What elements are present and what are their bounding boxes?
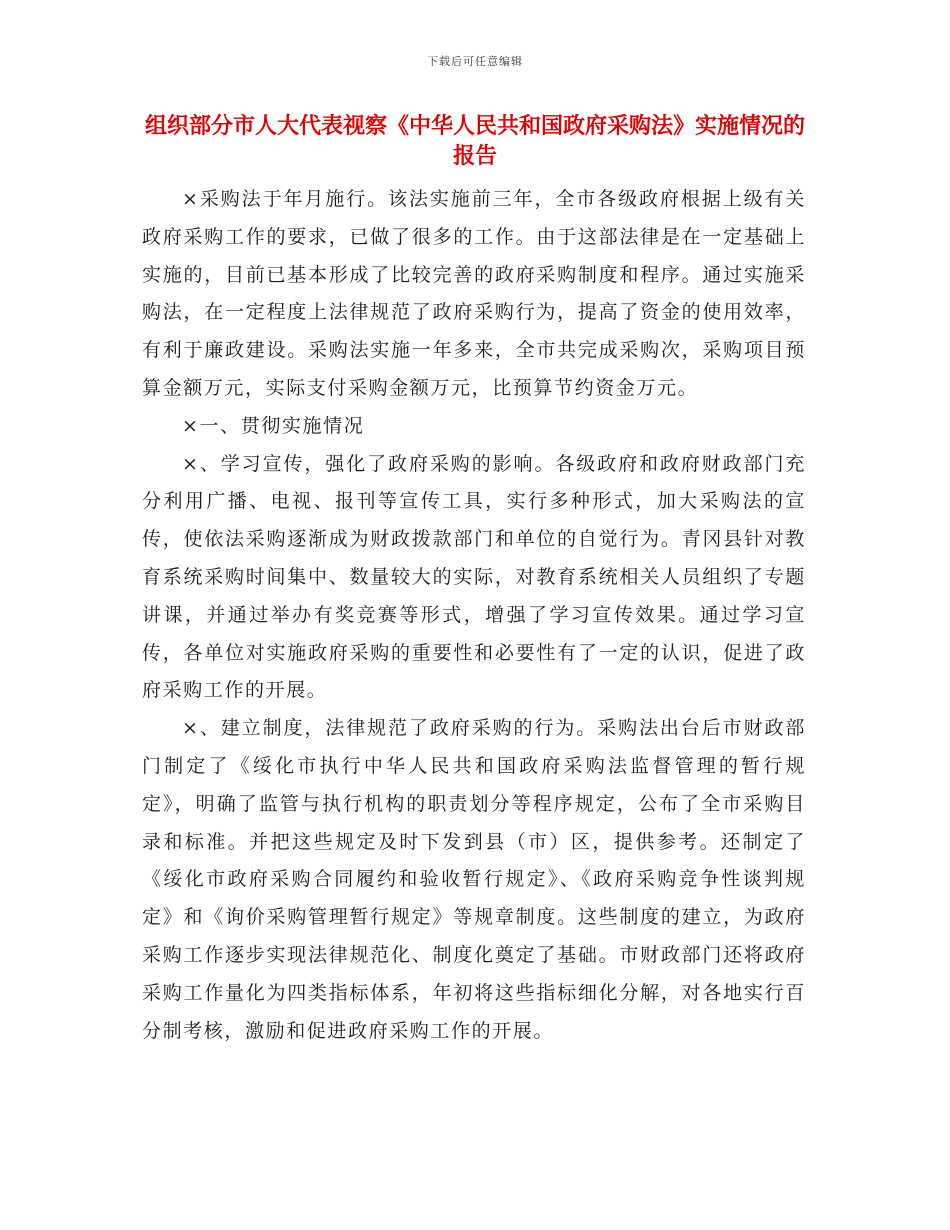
header-note: 下载后可任意编辑 <box>427 55 523 68</box>
section-heading-implementation: ×一、贯彻实施情况 <box>182 414 365 437</box>
paragraph-publicity: ×、学习宣传，强化了政府采购的影响。各级政府和政府财政部门充分利用广播、电视、报刊等宣传工具，实行多种形式，加大采购法的宣传，使依法采购逐渐成为财政拨款部门和单位的自觉行为。青冈县针对教育系统采购时间集中、数量较大的实际，对教育系统相关人员组织了专题讲课，并通过举办有奖竞赛等形式，增强了学习宣传效果。通过学习宣传，各单位对实施政府采购的重要性和必要性有了一定的认识，促进了政府采购工作的开展。 <box>142 452 806 702</box>
paragraph-regulations: ×、建立制度，法律规范了政府采购的行为。采购法出台后市财政部门制定了《绥化市执行中华人民共和国政府采购法监督管理的暂行规定》，明确了监管与执行机构的职责划分等程序规定，公布了全市采购目录和标准。并把这些规定及时下发到县（市）区，提供参考。还制定了《绥化市政府采购合同履约和验收暂行规定》、《政府采购竞争性谈判规定》和《询价采购管理暂行规定》等规章制度。这些制度的建立，为政府采购工作逐步实现法律规范化、制度化奠定了基础。市财政部门还将政府采购工作量化为四类指标体系，年初将这些指标细化分解，对各地实行百分制考核，激励和促进政府采购工作的开展。 <box>142 717 806 1042</box>
document-title: 组织部分市人大代表视察《中华人民共和国政府采购法》实施情况的报告 <box>144 114 805 169</box>
document-body <box>142 181 806 1050</box>
paragraph-intro: ×采购法于年月施行。该法实施前三年，全市各级政府根据上级有关政府采购工作的要求，已做了很多的工作。由于这部法律是在一定基础上实施的，目前已基本形成了比较完善的政府采购制度和程序。通过实施采购法，在一定程度上法律规范了政府采购行为，提高了资金的使用效率，有利于廉政建设。采购法实施一年多来，全市共完成采购次，采购项目预算金额万元，实际支付采购金额万元，比预算节约资金万元。 <box>142 188 806 399</box>
